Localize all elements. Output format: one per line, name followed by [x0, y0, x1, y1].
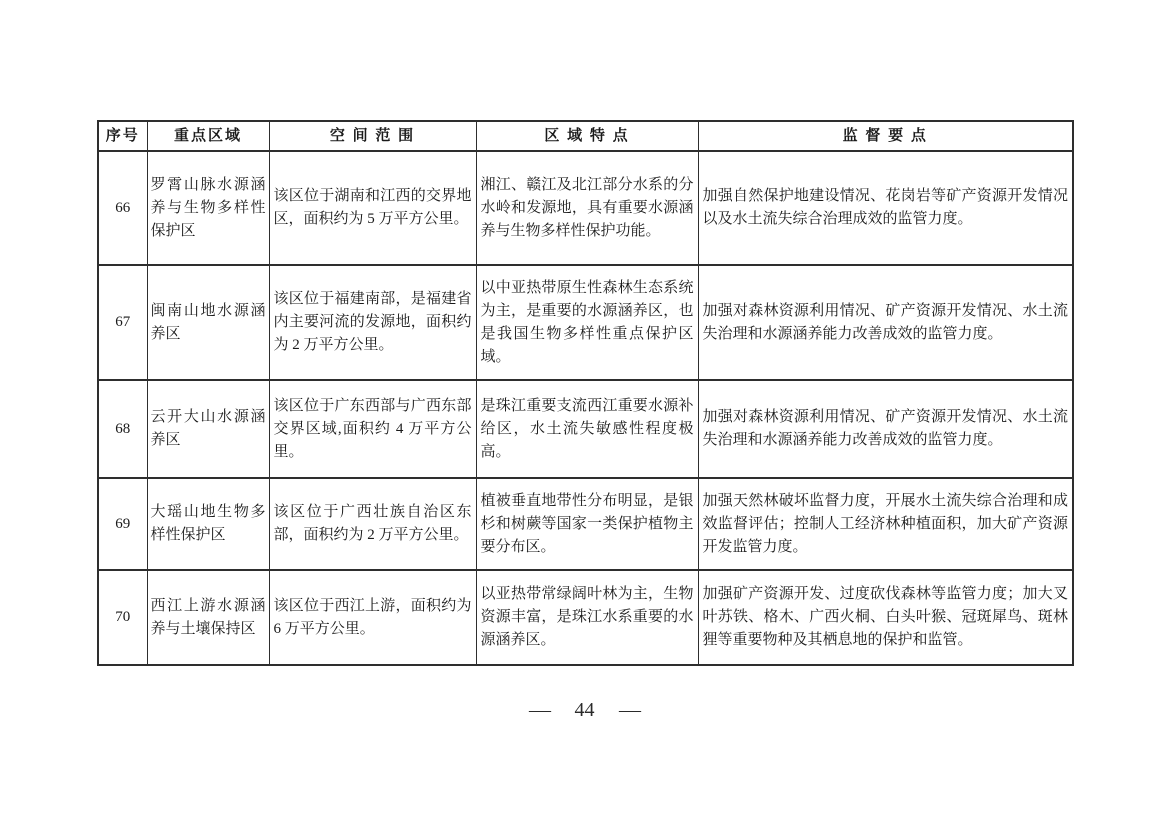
column-header-scope: 空 间 范 围: [269, 121, 476, 151]
cell-index: 70: [98, 570, 147, 665]
cell-supervision: 加强对森林资源利用情况、矿产资源开发情况、水土流失治理和水源涵养能力改善成效的监管力度。: [698, 265, 1073, 380]
cell-supervision: 加强天然林破坏监督力度，开展水土流失综合治理和成效监督评估；控制人工经济林种植面积，加大矿产资源开发监管力度。: [698, 478, 1073, 570]
cell-features: 湘江、赣江及北江部分水系的分水岭和发源地，具有重要水源涵养与生物多样性保护功能。: [476, 151, 698, 265]
table-row: [98, 570, 1073, 665]
cell-features: 是珠江重要支流西江重要水源补给区，水土流失敏感性程度极高。: [476, 380, 698, 478]
cell-features: 以亚热带常绿阔叶林为主，生物资源丰富，是珠江水系重要的水源涵养区。: [476, 570, 698, 665]
cell-supervision: 加强自然保护地建设情况、花岗岩等矿产资源开发情况以及水土流失综合治理成效的监管力度。: [698, 151, 1073, 265]
footer-dash-left: —: [528, 699, 551, 721]
cell-features: 以中亚热带原生性森林生态系统为主，是重要的水源涵养区，也是我国生物多样性重点保护区域。: [476, 265, 698, 380]
cell-index: 67: [98, 265, 147, 380]
cell-scope: 该区位于广东西部与广西东部交界区域,面积约 4 万平方公里。: [269, 380, 476, 478]
table-header-row: [98, 121, 1073, 151]
page-footer: [0, 699, 1169, 722]
table-row: [98, 265, 1073, 380]
cell-region: 云开大山水源涵养区: [147, 380, 269, 478]
cell-region: 大瑶山地生物多样性保护区: [147, 478, 269, 570]
page-number: 44: [574, 699, 595, 721]
table-row: [98, 151, 1073, 265]
cell-region: 闽南山地水源涵养区: [147, 265, 269, 380]
cell-index: 68: [98, 380, 147, 478]
cell-supervision: 加强对森林资源利用情况、矿产资源开发情况、水土流失治理和水源涵养能力改善成效的监管力度。: [698, 380, 1073, 478]
cell-index: 69: [98, 478, 147, 570]
footer-dash-right: —: [618, 699, 641, 721]
cell-region: 罗霄山脉水源涵养与生物多样性保护区: [147, 151, 269, 265]
cell-scope: 该区位于湖南和江西的交界地区，面积约为 5 万平方公里。: [269, 151, 476, 265]
cell-index: 66: [98, 151, 147, 265]
cell-scope: 该区位于广西壮族自治区东部，面积约为 2 万平方公里。: [269, 478, 476, 570]
column-header-features: 区 域 特 点: [476, 121, 698, 151]
cell-supervision: 加强矿产资源开发、过度砍伐森林等监管力度；加大叉叶苏铁、格木、广西火桐、白头叶猴、冠斑犀鸟、斑林狸等重要物种及其栖息地的保护和监管。: [698, 570, 1073, 665]
column-header-region: 重点区域: [147, 121, 269, 151]
cell-features: 植被垂直地带性分布明显，是银杉和树蕨等国家一类保护植物主要分布区。: [476, 478, 698, 570]
cell-scope: 该区位于福建南部，是福建省内主要河流的发源地，面积约为 2 万平方公里。: [269, 265, 476, 380]
cell-region: 西江上游水源涵养与土壤保持区: [147, 570, 269, 665]
key-regions-table: [97, 120, 1074, 666]
cell-scope: 该区位于西江上游，面积约为 6 万平方公里。: [269, 570, 476, 665]
table-row: [98, 380, 1073, 478]
table-row: [98, 478, 1073, 570]
column-header-supervision: 监 督 要 点: [698, 121, 1073, 151]
column-header-index: 序号: [98, 121, 147, 151]
